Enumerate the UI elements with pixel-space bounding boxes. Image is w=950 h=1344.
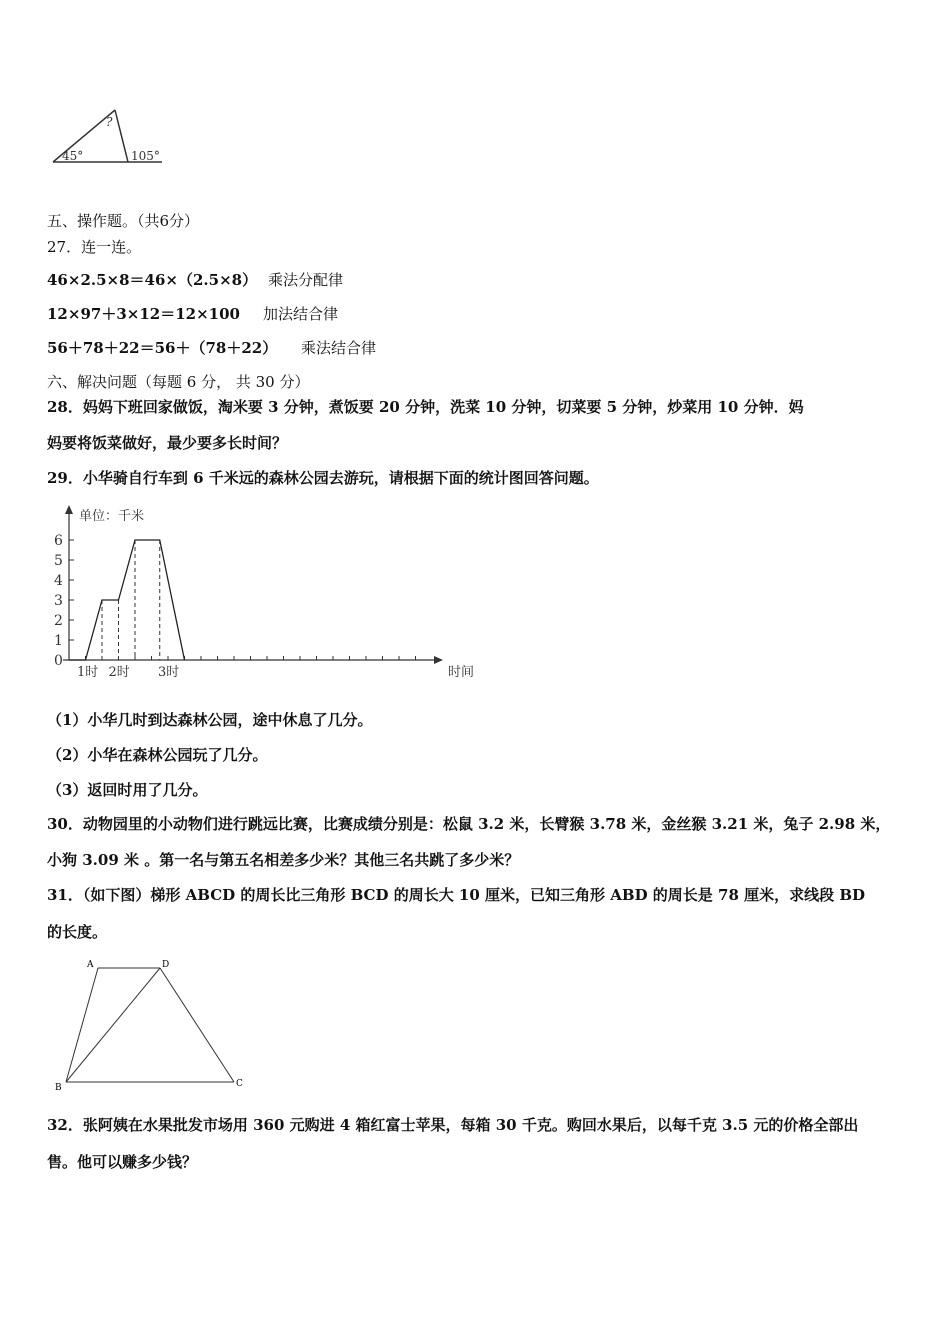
q27-law-2: 加法结合律 <box>263 305 339 323</box>
triangle-figure <box>40 100 180 175</box>
y-axis-arrow <box>65 505 73 514</box>
x-tick-label: 3时 <box>158 665 180 680</box>
distance-time-chart <box>40 500 490 690</box>
vertex-a-label: A <box>87 960 94 970</box>
q29-sub-2: （2）小华在森林公园玩了几分。 <box>47 746 268 764</box>
section-5-heading: 五、操作题。（共6分） <box>47 212 200 230</box>
q30-line-2: 小狗 3.09 米 。第一名与第五名相差多少米？其他三名共跳了多少米？ <box>47 851 520 869</box>
q32-line-1: 32．张阿姨在水果批发市场用 360 元购进 4 箱红富士苹果，每箱 30 千克。购回水果后，以每千克 3.5 元的价格全部出 <box>47 1116 859 1134</box>
q27-expr-3: 56＋78＋22＝56＋（78＋22） <box>47 339 278 357</box>
angle-unknown-label: ? <box>106 115 113 129</box>
y-tick-label: 3 <box>54 593 63 609</box>
vertex-d-label: D <box>162 960 170 970</box>
q32-line-2: 售。他可以赚多少钱？ <box>47 1153 198 1171</box>
distance-line <box>69 540 185 660</box>
q29-sub-1: （1）小华几时到达森林公园，途中休息了几分。 <box>47 711 373 729</box>
section-6-heading: 六、解决问题（每题 6 分， 共 30 分） <box>47 373 310 391</box>
trapezoid-figure <box>50 955 250 1095</box>
edge-ab <box>66 968 98 1082</box>
x-axis-label: 时间 <box>448 665 475 680</box>
x-tick-label: 1时 <box>77 665 99 680</box>
vertex-c-label: C <box>236 1079 243 1089</box>
y-ticks <box>54 533 74 669</box>
x-axis-arrow <box>434 656 443 664</box>
y-axis-unit-label: 单位：千米 <box>79 509 145 524</box>
diagonal-bd <box>66 968 160 1082</box>
q28-line-1: 28．妈妈下班回家做饭，淘米要 3 分钟，煮饭要 20 分钟，洗菜 10 分钟，切菜要 5 分钟，炒菜用 10 分钟．妈 <box>47 398 804 416</box>
angle-45-label: 45° <box>62 149 84 163</box>
y-tick-label: 1 <box>54 633 63 649</box>
q31-line-2: 的长度。 <box>47 923 108 941</box>
vertex-b-label: B <box>55 1083 62 1093</box>
q31-line-1: 31．（如下图）梯形 ABCD 的周长比三角形 BCD 的周长大 10 厘米，已知三角形 ABD 的周长是 78 厘米，求线段 BD <box>47 886 866 904</box>
y-tick-label: 2 <box>54 613 63 629</box>
q27-law-1: 乘法分配律 <box>268 271 344 289</box>
q29-sub-3: （3）返回时用了几分。 <box>47 781 208 799</box>
y-tick-label: 4 <box>54 573 63 589</box>
q27-expr-2: 12×97＋3×12＝12×100 <box>47 305 240 323</box>
edge-dc <box>160 968 234 1082</box>
triangle-right-side <box>115 110 128 162</box>
angle-105-label: 105° <box>131 149 160 163</box>
y-tick-label: 0 <box>54 653 63 669</box>
y-tick-label: 5 <box>54 553 63 569</box>
y-tick-label: 6 <box>54 533 63 549</box>
q27-title: 27．连一连。 <box>47 238 142 256</box>
q30-line-1: 30．动物园里的小动物们进行跳远比赛，比赛成绩分别是：松鼠 3.2 米，长臂猴 3.78 米，金丝猴 3.21 米，兔子 2.98 米， <box>47 815 891 833</box>
q27-expr-1: 46×2.5×8＝46×（2.5×8） <box>47 271 258 289</box>
x-tick-label: 2时 <box>108 665 130 680</box>
q29-title: 29．小华骑自行车到 6 千米远的森林公园去游玩，请根据下面的统计图回答问题。 <box>47 469 599 487</box>
q28-line-2: 妈要将饭菜做好，最少要多长时间？ <box>47 434 288 452</box>
q27-law-3: 乘法结合律 <box>301 339 377 357</box>
